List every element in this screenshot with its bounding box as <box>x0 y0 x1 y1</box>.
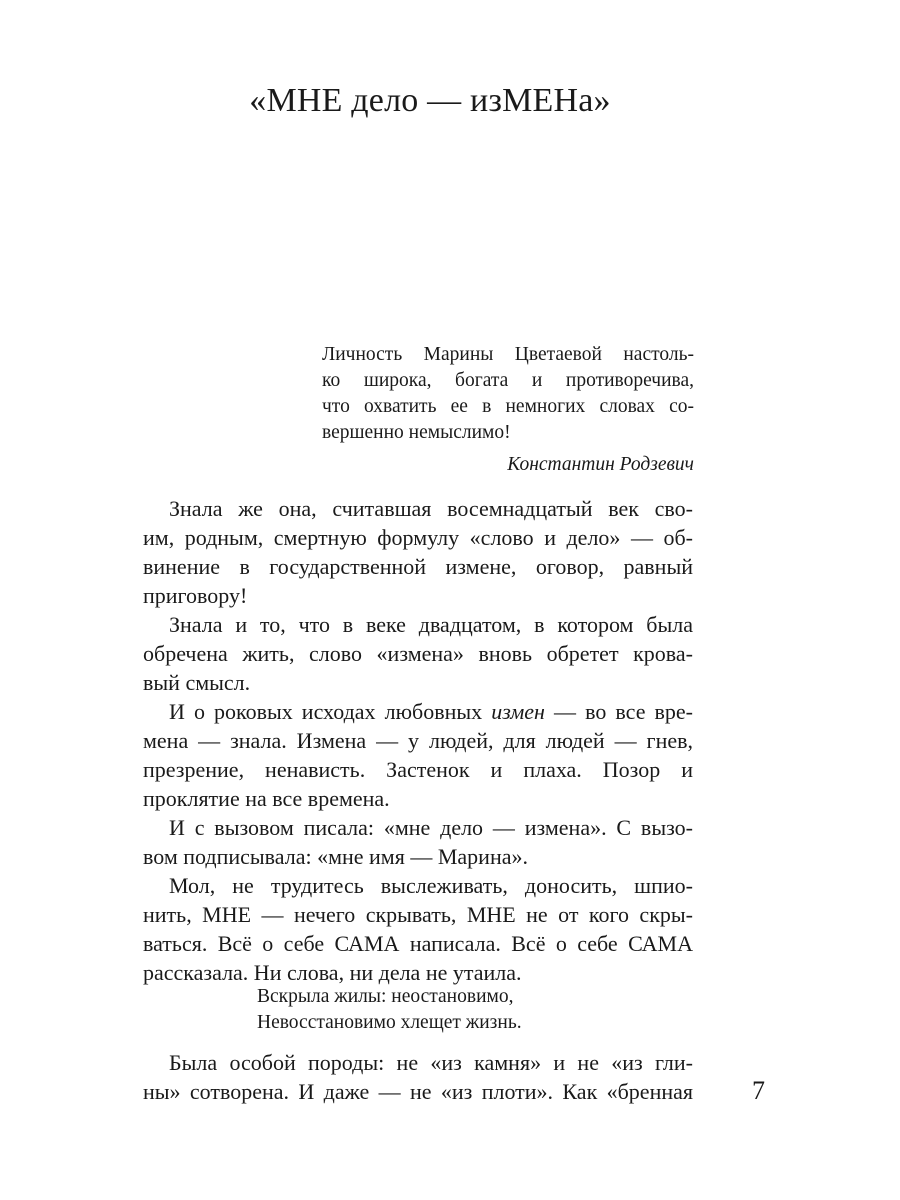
epigraph-line: Личность Марины Цветаевой настоль- <box>322 344 694 365</box>
paragraph-line: ваться. Всё о себе САМА написала. Всё о себе САМА <box>143 931 693 956</box>
epigraph-line: ко широка, богата и противоречива, <box>322 370 694 391</box>
epigraph <box>322 342 694 478</box>
poem-line: Невосстановимо хлещет жизнь. <box>257 1012 522 1033</box>
paragraph-line: мена — знала. Измена — у людей, для людей — гнев, <box>143 728 693 753</box>
paragraph-line: Мол, не трудитесь выслеживать, доносить, шпио- <box>169 873 693 898</box>
italic-word: измен <box>491 699 545 724</box>
epigraph-author: Константин Родзевич <box>507 454 694 475</box>
paragraph-line: И с вызовом писала: «мне дело — измена». С вызо- <box>169 815 693 840</box>
paragraph-line: Была особой породы: не «из камня» и не «из гли- <box>169 1050 693 1075</box>
body-text <box>143 494 693 987</box>
page-number: 7 <box>752 1076 765 1105</box>
paragraph-line: презрение, ненависть. Застенок и плаха. Позор и <box>143 757 693 782</box>
paragraph-line: проклятие на все времена. <box>143 786 390 811</box>
paragraph-line <box>143 697 693 726</box>
epigraph-line: что охватить ее в немногих словах со- <box>322 396 694 417</box>
paragraph-line: ны» сотворена. И даже — не «из плоти». Как «бренная <box>143 1079 693 1104</box>
text-run: И о роковых исходах любовных <box>169 699 492 724</box>
paragraph-line: им, родным, смертную формулу «слово и дело» — об- <box>143 525 693 550</box>
paragraph-line: вый смысл. <box>143 670 251 695</box>
paragraph-line: вом подписывала: «мне имя — Марина». <box>143 844 528 869</box>
paragraph-line: приговору! <box>143 583 248 608</box>
text-run: — во все вре- <box>544 699 693 724</box>
epigraph-line: вершенно немыслимо! <box>322 422 511 443</box>
paragraph-line: Знала же она, считавшая восемнадцатый век сво- <box>169 496 693 521</box>
paragraph-line: нить, МНЕ — нечего скрывать, МНЕ не от кого скры- <box>143 902 693 927</box>
poem-quote <box>257 984 522 1036</box>
body-text-continued <box>143 1048 693 1106</box>
paragraph-line: рассказала. Ни слова, ни дела не утаила. <box>143 960 522 985</box>
paragraph-line: обречена жить, слово «измена» вновь обретет крова- <box>143 641 693 666</box>
paragraph-line: винение в государственной измене, оговор, равный <box>143 554 693 579</box>
chapter-title: «МНЕ дело — изМЕНа» <box>249 82 611 119</box>
paragraph-line: Знала и то, что в веке двадцатом, в котором была <box>169 612 693 637</box>
poem-line: Вскрыла жилы: неостановимо, <box>257 986 514 1007</box>
